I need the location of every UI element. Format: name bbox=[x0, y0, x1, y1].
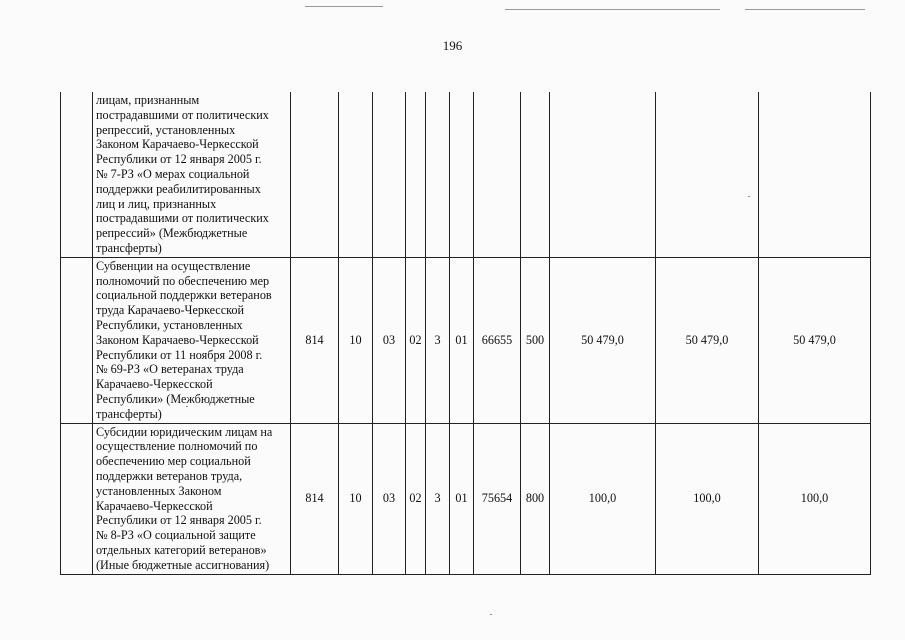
row-description: Субвенции на осуществление полномочий по обеспечению мер социальной поддержки ветеранов труда Карачаево-Черкесской Республики, установленных Законом Карачаево-Черкесской Республики от 11 ноября 2008 г. № 69-РЗ «О ветеранах труда Карачаево-Черкесской Республики» (Межбюджетные трансферты) bbox=[93, 257, 291, 423]
budget-table bbox=[60, 92, 871, 575]
amount-year-1 bbox=[550, 92, 656, 257]
table-row bbox=[61, 257, 871, 423]
table-row bbox=[61, 92, 871, 257]
row-description: Субсидии юридическим лицам на осуществление полномочий по обеспечению мер социальной поддержки ветеранов труда, установленных Законом Карачаево-Черкесской Республики от 12 января 2005 г. № 8-РЗ «О социальной защите отдельных категорий ветеранов» (Иные бюджетные ассигнования) bbox=[93, 423, 291, 574]
amount-year-3: 50 479,0 bbox=[759, 257, 871, 423]
amount-year-2 bbox=[656, 92, 759, 257]
code-direction: 66655 bbox=[474, 257, 521, 423]
code-ministry: 814 bbox=[291, 423, 339, 574]
scan-artifact-line bbox=[305, 6, 383, 7]
scan-artifact-line bbox=[505, 9, 720, 10]
amount-year-1: 50 479,0 bbox=[550, 257, 656, 423]
code-activity: 01 bbox=[450, 257, 474, 423]
scan-artifact-line bbox=[745, 9, 865, 10]
amount-year-2: 100,0 bbox=[656, 423, 759, 574]
code-section bbox=[339, 92, 373, 257]
code-activity: 01 bbox=[450, 423, 474, 574]
code-expense-type bbox=[521, 92, 550, 257]
table-row bbox=[61, 423, 871, 574]
row-description: лицам, признанным пострадавшими от политических репрессий, установленных Законом Карачаево-Черкесской Республики от 12 января 2005 г. № 7-РЗ «О мерах социальной поддержки реабилитированных лиц и лиц, признанных пострадавшими от политических репрессий» (Межбюджетные трансферты) bbox=[93, 92, 291, 257]
code-subprogram: 3 bbox=[426, 423, 450, 574]
code-program: 02 bbox=[406, 257, 426, 423]
amount-year-3 bbox=[759, 92, 871, 257]
code-section: 10 bbox=[339, 257, 373, 423]
amount-year-2: 50 479,0 bbox=[656, 257, 759, 423]
code-subprogram bbox=[426, 92, 450, 257]
row-spacer-cell bbox=[61, 92, 93, 257]
scan-speck bbox=[186, 406, 188, 407]
scan-speck bbox=[748, 196, 750, 197]
code-direction bbox=[474, 92, 521, 257]
code-subsection bbox=[373, 92, 406, 257]
row-spacer-cell bbox=[61, 257, 93, 423]
code-direction: 75654 bbox=[474, 423, 521, 574]
scan-speck bbox=[490, 614, 492, 615]
row-spacer-cell bbox=[61, 423, 93, 574]
code-subsection: 03 bbox=[373, 257, 406, 423]
code-program: 02 bbox=[406, 423, 426, 574]
code-subsection: 03 bbox=[373, 423, 406, 574]
page-number: 196 bbox=[442, 38, 463, 53]
code-section: 10 bbox=[339, 423, 373, 574]
code-subprogram: 3 bbox=[426, 257, 450, 423]
code-ministry: 814 bbox=[291, 257, 339, 423]
amount-year-3: 100,0 bbox=[759, 423, 871, 574]
code-ministry bbox=[291, 92, 339, 257]
code-activity bbox=[450, 92, 474, 257]
code-expense-type: 500 bbox=[521, 257, 550, 423]
code-expense-type: 800 bbox=[521, 423, 550, 574]
amount-year-1: 100,0 bbox=[550, 423, 656, 574]
code-program bbox=[406, 92, 426, 257]
